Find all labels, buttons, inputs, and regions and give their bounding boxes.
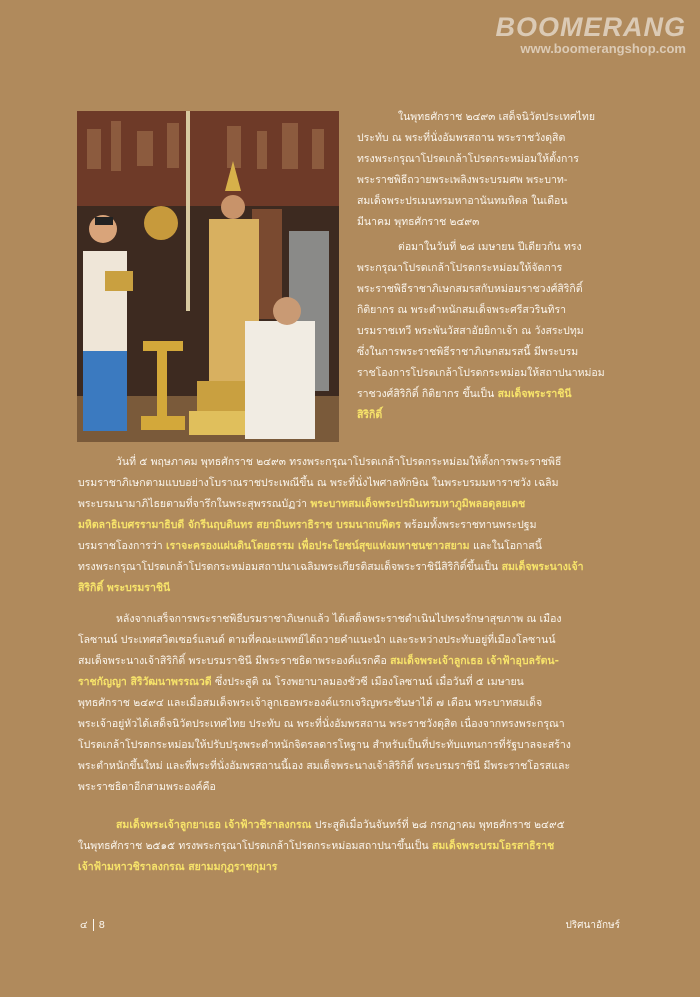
right-text-line: ประทับ ณ พระที่นั่งอัมพรสถาน พระราชวังดุสิต <box>357 132 566 144</box>
return-line <box>78 672 524 693</box>
return-line <box>78 651 559 672</box>
queen-title-highlight: สมเด็จพระราชินี <box>497 388 572 400</box>
right-text-line: ทรงพระกรุณาโปรดเกล้าโปรดกระหม่อมให้ตั้งการ <box>357 153 579 165</box>
queen-title-highlight: สมเด็จพระนางเจ้า <box>501 561 584 573</box>
return-line: หลังจากเสร็จการพระราชพิธีบรมราชาภิเษกแล้ว ได้เสด็จพระราชดำเนินไปทรงรักษาสุขภาพ ณ เมือง <box>116 613 562 625</box>
right-text-line: พระราชพิธีราชาภิเษกสมรสกับหม่อมราชวงศ์สิริกิติ์ <box>357 283 583 295</box>
king-name-highlight: พระบาทสมเด็จพระปรมินทรมหาภูมิพลอดุลยเดช <box>310 498 526 510</box>
return-text: สมเด็จพระนางเจ้าสิริกิติ์ พระบรมราชินี มีพระราชธิดาพระองค์แรกคือ <box>78 655 387 667</box>
princess-name-highlight: ราชกัญญา สิริวัฒนาพรรณวดี <box>78 676 212 688</box>
prince-line <box>116 815 565 836</box>
princess-name-highlight: สมเด็จพระเจ้าลูกเธอ เจ้าฟ้าอุบลรัตน- <box>390 655 559 667</box>
queen-name-highlight: สิริกิติ์ <box>357 409 383 421</box>
return-text: ซึ่งประสูติ ณ โรงพยาบาลมองชัวซี เมืองโลซานน์ เมื่อวันที่ ๕ เมษายน <box>214 676 524 688</box>
page-number-thai: ๔ <box>80 920 88 931</box>
return-line: พระราชธิดาอีกสามพระองค์คือ <box>78 781 216 793</box>
right-text-line: บรมราชเทวี พระพันวัสสาอัยยิกาเจ้า ณ วังสระปทุม <box>357 325 584 337</box>
right-text-line: ในพุทธศักราช ๒๔๙๓ เสด็จนิวัตประเทศไทย <box>398 111 595 123</box>
prince-text: ประสูติเมื่อวันจันทร์ที่ ๒๘ กรกฎาคม พุทธศักราช ๒๔๙๕ <box>314 819 565 831</box>
prince-name-highlight: สมเด็จพระเจ้าลูกยาเธอ เจ้าฟ้าวชิราลงกรณ <box>116 819 312 831</box>
coronation-text: พร้อมทั้งพระราชทานพระปฐม <box>404 519 537 531</box>
footer-title: ปริศนาอักษร์ <box>565 920 620 931</box>
right-text-line: กิติยากร ณ พระตำหนักสมเด็จพระศรีสวรินทิรา <box>357 304 566 316</box>
coronation-photo <box>77 111 339 442</box>
prince-text: ในพุทธศักราช ๒๕๑๕ ทรงพระกรุณาโปรดเกล้าโปรดกระหม่อมสถาปนาขึ้นเป็น <box>78 840 429 852</box>
page-number-arabic: 8 <box>98 920 105 931</box>
return-line: พระตำหนักขึ้นใหม่ และที่พระที่นั่งอัมพรสถานนี้เอง สมเด็จพระนางเจ้าสิริกิติ์ พระบรมราชินี มีพระราชโอรสและ <box>78 760 571 772</box>
watermark <box>496 12 687 56</box>
right-text-line: ต่อมาในวันที่ ๒๘ เมษายน ปีเดียวกัน ทรง <box>398 241 582 253</box>
right-text-line <box>357 384 572 405</box>
coronation-line <box>78 515 537 536</box>
footer-divider <box>93 919 94 931</box>
coronation-text: และในโอกาสนี้ <box>472 540 542 552</box>
coronation-line: วันที่ ๕ พฤษภาคม พุทธศักราช ๒๔๙๓ ทรงพระกรุณาโปรดเกล้าโปรดกระหม่อมให้ตั้งการพระราชพิธี <box>116 456 562 468</box>
coronation-line <box>78 494 525 515</box>
right-text-line: สมเด็จพระปรเมนทรมหาอานันทมหิดล ในเดือน <box>357 195 568 207</box>
right-text-line: ราชโองการโปรดเกล้าโปรดกระหม่อมให้สถาปนาหม่อม <box>357 367 605 379</box>
coronation-text: ทรงพระกรุณาโปรดเกล้าโปรดกระหม่อมสถาปนาเฉลิมพระเกียรติสมเด็จพระราชินีสิริกิติ์ขึ้นเป็น <box>78 561 499 573</box>
page-number <box>80 918 105 933</box>
prince-line <box>78 836 554 857</box>
return-line: พุทธศักราช ๒๔๙๔ และเมื่อสมเด็จพระเจ้าลูกเธอพระองค์แรกเจริญพระชันษาได้ ๗ เดือน พระบาทสมเด็จ <box>78 697 543 709</box>
right-text-line: ซึ่งในการพระราชพิธีราชาภิเษกสมรสนี้ มีพระบรม <box>357 346 579 358</box>
right-text-line: พระกรุณาโปรดเกล้าโปรดกระหม่อมให้จัดการ <box>357 262 563 274</box>
watermark-logo: BOOMERANG <box>495 12 686 42</box>
coronation-line <box>78 557 584 578</box>
right-text-line: มีนาคม พุทธศักราช ๒๔๙๓ <box>357 216 480 228</box>
coronation-line <box>78 536 542 557</box>
coronation-text: บรมราชโองการว่า <box>78 540 163 552</box>
queen-name-highlight: สิริกิติ์ พระบรมราชินี <box>78 582 171 594</box>
right-text: ราชวงศ์สิริกิติ์ กิติยากร ขึ้นเป็น <box>357 388 495 400</box>
return-line: โลซานน์ ประเทศสวิตเซอร์แลนด์ ตามที่คณะแพทย์ได้ถวายคำแนะนำ และระหว่างประทับอยู่ที่เมืองโลซานน์ <box>78 634 556 646</box>
watermark-url: www.boomerangshop.com <box>520 41 686 56</box>
return-line: โปรดเกล้าโปรดกระหม่อมให้ปรับปรุงพระตำหนักจิตรลดารโหฐาน สำหรับเป็นที่ประทับแทนการที่รัฐบาลจะสร้าง <box>78 739 571 751</box>
right-text-line: พระราชพิธีถวายพระเพลิงพระบรมศพ พระบาท- <box>357 174 568 186</box>
king-title-highlight: มหิตลาธิเบศรรามาธิบดี จักรีนฤบดินทร สยามินทราธิราช บรมนาถบพิตร <box>78 519 401 531</box>
coronation-text: พระบรมนามาภิไธยตามที่จารึกในพระสุพรรณบัฏว่า <box>78 498 308 510</box>
royal-vow-highlight: เราจะครองแผ่นดินโดยธรรม เพื่อประโยชน์สุขแห่งมหาชนชาวสยาม <box>166 540 470 552</box>
return-line: พระเจ้าอยู่หัวได้เสด็จนิวัตประเทศไทย ประทับ ณ พระที่นั่งอัมพรสถาน พระราชวังดุสิต เนื่องจากทรงพระกรุณา <box>78 718 565 730</box>
crown-prince-name-highlight: เจ้าฟ้ามหาวชิราลงกรณ สยามมกุฎราชกุมาร <box>78 861 278 873</box>
crown-prince-title-highlight: สมเด็จพระบรมโอรสาธิราช <box>431 840 555 852</box>
coronation-line: บรมราชาภิเษกตามแบบอย่างโบราณราชประเพณีขึ้น ณ พระที่นั่งไพศาลทักษิณ ในพระบรมมหาราชวัง เฉลิม <box>78 477 559 489</box>
